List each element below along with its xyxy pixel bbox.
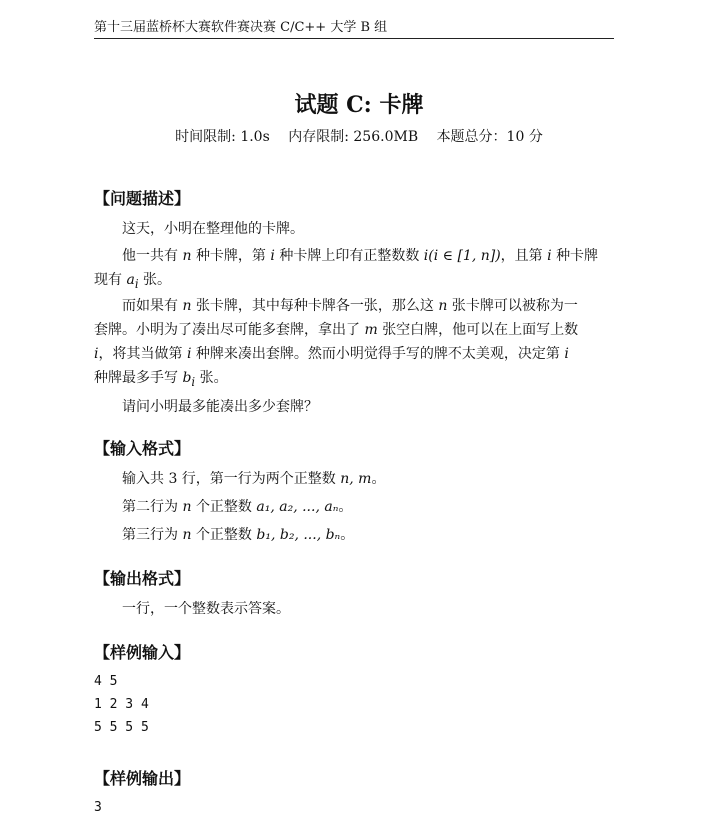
desc-p2-line1: 他一共有 n 种卡牌，第 i 种卡牌上印有正整数数 i(i ∈ [1, n])，且第 i 种卡牌	[122, 248, 599, 264]
sample-output-line: 3	[94, 800, 102, 815]
total-score: 本题总分：10 分	[436, 129, 543, 145]
section-sample-input: 【样例输入】	[94, 643, 191, 662]
input-format-l2: 第二行为 n 个正整数 a₁, a₂, ..., aₙ。	[122, 499, 353, 515]
desc-p1: 这天，小明在整理他的卡牌。	[122, 221, 304, 237]
desc-p4: 请问小明最多能凑出多少套牌？	[122, 399, 318, 415]
desc-p3-line1: 而如果有 n 张卡牌，其中每种卡牌各一张，那么这 n 张卡牌可以被称为一	[122, 298, 578, 314]
input-format-l1: 输入共 3 行，第一行为两个正整数 n, m。	[122, 471, 386, 487]
section-description: 【问题描述】	[94, 189, 191, 208]
memory-limit: 内存限制: 256.0MB	[288, 129, 419, 145]
desc-p2-line2: 现有 $a_i$ 张。	[94, 272, 171, 291]
section-sample-output: 【样例输出】	[94, 769, 191, 788]
section-output-format: 【输出格式】	[94, 569, 191, 588]
problem-meta	[0, 126, 718, 146]
output-format-l1: 一行，一个整数表示答案。	[122, 601, 290, 617]
desc-p3-line3: i，将其当做第 i 种牌来凑出套牌。然而小明觉得手写的牌不太美观，决定第 i	[94, 346, 569, 362]
page-header: 第十三届蓝桥杯大赛软件赛决赛 C/C++ 大学 B 组	[94, 18, 614, 39]
sample-input-line: 1 2 3 4	[94, 697, 149, 712]
sample-input-line: 4 5	[94, 674, 118, 689]
section-input-format: 【输入格式】	[94, 439, 191, 458]
input-format-l3: 第三行为 n 个正整数 b₁, b₂, ..., bₙ。	[122, 527, 355, 543]
sample-input-line: 5 5 5 5	[94, 720, 149, 735]
desc-p3-line2: 套牌。小明为了凑出尽可能多套牌，拿出了 m 张空白牌，他可以在上面写上数	[94, 322, 579, 338]
problem-title: 试题 C: 卡牌	[294, 92, 424, 118]
time-limit: 时间限制: 1.0s	[175, 129, 270, 145]
desc-p3-line4: 种牌最多手写 $b_i$ 张。	[94, 370, 228, 389]
